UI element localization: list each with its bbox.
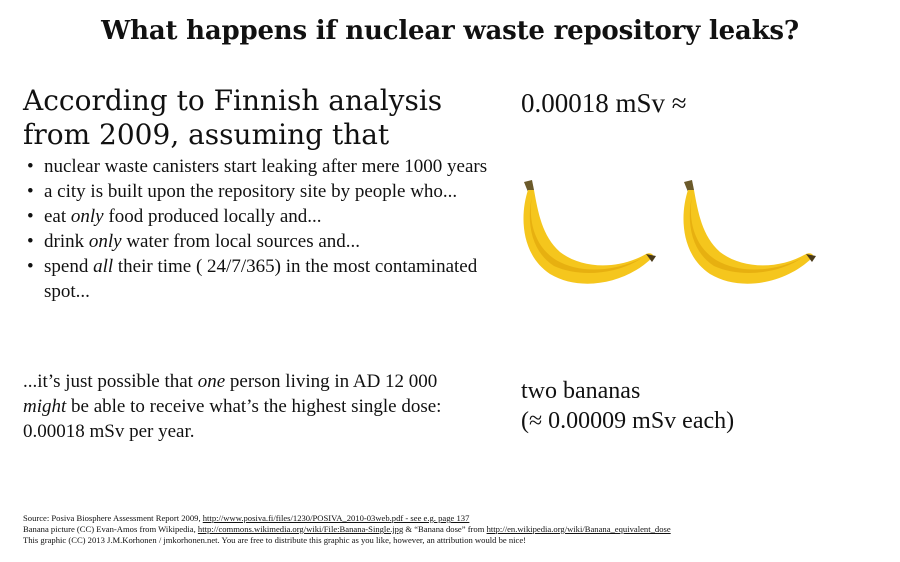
intro-line-2: from 2009, assuming that — [23, 118, 390, 151]
source-line: Banana picture (CC) Evan-Amos from Wikipedia, http://commons.wikimedia.org/wiki/File:Banana-Single.jpg & “Banana dose” from http://en.wikipedia.org/wiki/Banana_equivalent_dose — [23, 524, 671, 534]
banana-icon — [510, 174, 670, 294]
intro-text — [23, 84, 493, 152]
list-item: • spend all their time ( 24/7/365) in the most contaminated spot... — [27, 256, 478, 302]
page-title: What happens if nuclear waste repository leaks? — [101, 16, 799, 46]
sources-footer — [23, 513, 883, 546]
source-link[interactable]: http://www.posiva.fi/files/1230/POSIVA_2010-03web.pdf - see e.g. page 137 — [202, 513, 470, 523]
list-item: • drink only water from local sources and... — [27, 231, 361, 252]
intro-line-1: According to Finnish analysis — [23, 84, 443, 117]
banana-icon — [670, 174, 830, 294]
bullet-icon: • — [27, 256, 34, 277]
left-column — [23, 84, 493, 304]
conclusion-text: ...it’s just possible that one person living in AD 12 000 might be able to receive what’s the highest single dose: 0.00018 mSv per year. — [23, 371, 442, 442]
bullet-icon: • — [27, 231, 34, 252]
list-item: • eat only food produced locally and... — [27, 206, 322, 227]
result-text — [521, 376, 734, 436]
source-link[interactable]: http://commons.wikimedia.org/wiki/File:Banana-Single.jpg — [197, 524, 404, 534]
list-item: • a city is built upon the repository site by people who... — [27, 181, 458, 202]
bullet-icon: • — [27, 156, 34, 177]
assumption-list — [23, 154, 493, 304]
banana-illustration — [510, 174, 840, 294]
result-line-1: two bananas — [521, 378, 641, 404]
license-line: This graphic (CC) 2013 J.M.Korhonen / jmkorhonen.net. You are free to distribute this graphic as you like, however, an attribution would be nice! — [23, 535, 527, 545]
dose-label: 0.00018 mSv ≈ — [521, 88, 687, 118]
list-item: • nuclear waste canisters start leaking after mere 1000 years — [27, 156, 488, 177]
source-link[interactable]: http://en.wikipedia.org/wiki/Banana_equivalent_dose — [486, 524, 671, 534]
result-line-2: (≈ 0.00009 mSv each) — [521, 408, 735, 434]
bullet-icon: • — [27, 181, 34, 202]
bullet-icon: • — [27, 206, 34, 227]
source-line: Source: Posiva Biosphere Assessment Report 2009, http://www.posiva.fi/files/1230/POSIVA_2010-03web.pdf - see e.g. page 137 — [23, 513, 470, 523]
